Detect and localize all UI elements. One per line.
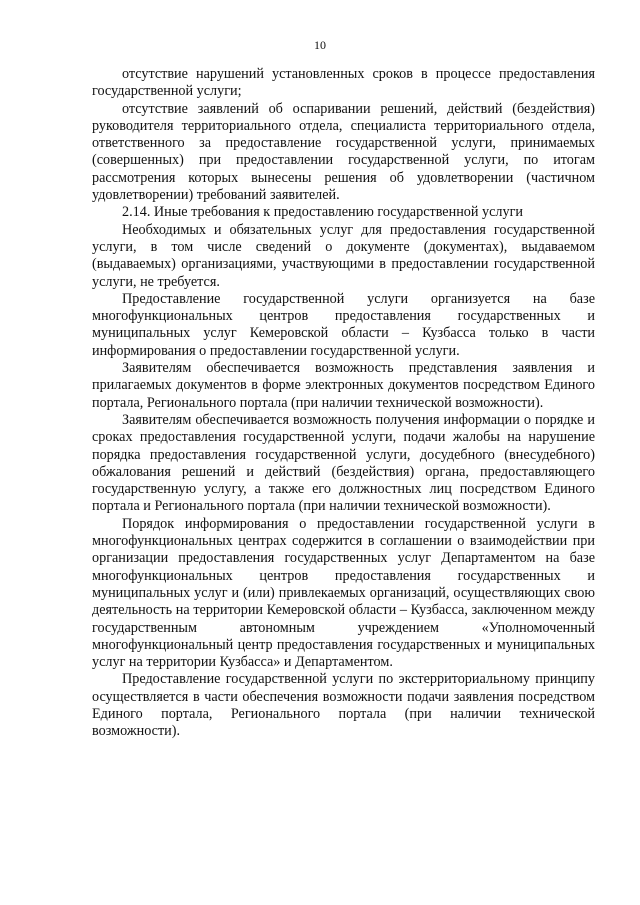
paragraph-mfc-agreement: Порядок информирования о предоставлении государственной услуги в многофункциональных центрах содержится в соглашении о взаимодействии при организации предоставления государственных услуг Департаментом на базе многофункциональных центров предоставления государственных и муниципальных услуг и (или) привлекаемых организаций, осуществляющих свою деятельность на территории Кемеровской области – Кузбасса, заключенном между государственным автономным учреждением «Уполномоченный многофункциональный центр предоставления государственных и муниципальных услуг на территории Кузбасса» и Департаментом. (92, 515, 595, 671)
section-heading-2-14: 2.14. Иные требования к предоставлению государственной услуги (122, 204, 524, 221)
paragraph-electronic-submission: Заявителям обеспечивается возможность представления заявления и прилагаемых документов в форме электронных документов посредством Единого портала, Регионального портала (при наличии технической возможности). (92, 360, 595, 411)
paragraph-extraterritorial: Предоставление государственной услуги по экстерриториальному принципу осуществляется в части обеспечения возможности подачи заявления посредством Единого портала, Регионального портала (при наличии технической возможности). (92, 671, 595, 740)
paragraph-information-access: Заявителям обеспечивается возможность получения информации о порядке и сроках предоставления государственной услуги, подачи жалобы на нарушение порядка предоставления государственной услуги, досудебного (внесудебного) обжалования решений и действий (бездействия) органа, предоставляющего государственную услугу, а также его должностных лиц посредством Единого портала и Регионального портала (при наличии технической возможности). (92, 411, 595, 515)
paragraph-no-appeals: отсутствие заявлений об оспаривании решений, действий (бездействия) руководителя территориального отдела, специалиста территориального отдела, ответственного за предоставление государственной услуги, принимаемых (совершенных) при предоставлении государственной услуги, по итогам рассмотрения которых вынесены решения об удовлетворении (частичном удовлетворении) требований заявителей. (92, 100, 595, 204)
paragraph-no-deadline-violations: отсутствие нарушений установленных сроков в процессе предоставления государственной услуги; (92, 66, 595, 100)
page-number: 10 (314, 38, 326, 52)
paragraph-mfc-informing: Предоставление государственной услуги организуется на базе многофункциональных центров предоставления государственных и муниципальных услуг Кемеровской области – Кузбасса только в части информирования о предоставлении государственной услуги. (92, 290, 595, 359)
document-body (92, 66, 595, 741)
paragraph-no-mandatory-services: Необходимых и обязательных услуг для предоставления государственной услуги, в том числе сведений о документе (документах), выдаваемом (выдаваемых) организациями, участвующими в предоставлении государственной услуги, не требуется. (92, 221, 595, 290)
